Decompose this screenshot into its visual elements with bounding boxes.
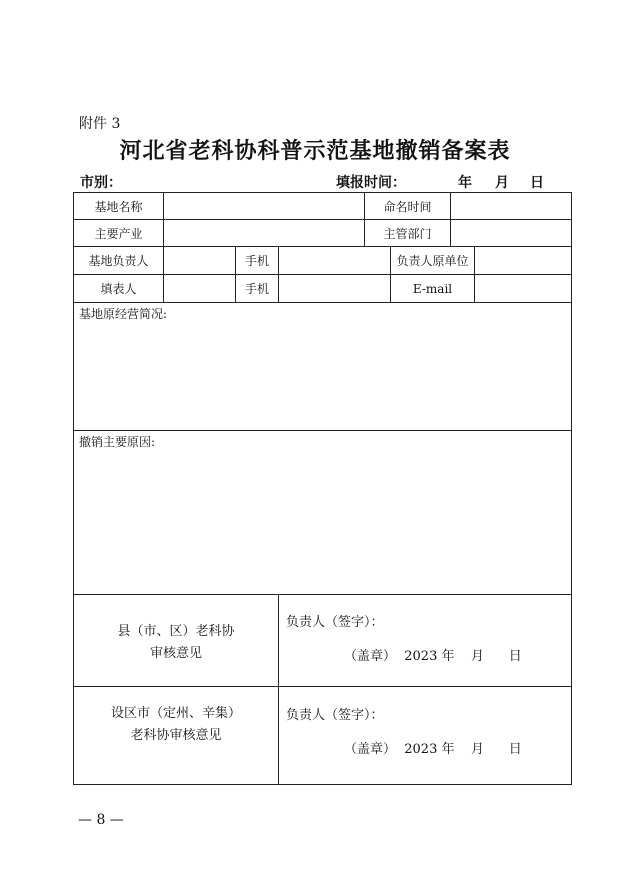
city-label: 市别： [80,175,122,191]
naming-time-field[interactable] [451,193,571,219]
main-industry-label: 主要产业 [94,226,143,241]
city-review-line1: 设区市（定州、辛集） [110,706,241,721]
form-title: 河北省老科协科普示范基地撤销备案表 [119,138,511,164]
row-divider [73,594,572,595]
county-seal-line: （盖章） 2023 年 月 日 [344,649,522,664]
city-review-title [74,703,278,747]
row-divider [73,686,572,687]
filler-phone-label: 手机 [244,282,269,296]
row-divider [73,302,572,303]
city-review-line2: 老科协审核意见 [130,728,222,743]
day-label: 日 [530,175,544,191]
filler-field[interactable] [164,275,235,302]
supervisor-dept-label: 主管部门 [383,226,432,241]
base-name-field[interactable] [164,193,364,219]
year-label: 年 [458,175,472,191]
main-industry-field[interactable] [164,220,364,246]
county-sign-label: 负责人（签字）： [286,615,384,630]
month-label: 月 [495,175,509,191]
email-field[interactable] [475,275,571,302]
filler-label: 填表人 [100,282,137,296]
page-number: — 8 — [78,812,124,828]
phone-field[interactable] [279,247,390,274]
county-review-line2: 审核意见 [149,646,202,661]
operation-summary-label: 基地原经营简况: [79,307,168,321]
filler-phone-field[interactable] [279,275,390,302]
city-sign-label: 负责人（签字）： [286,708,384,723]
supervisor-dept-field[interactable] [451,220,571,246]
row-divider [73,430,572,431]
county-review-title [74,621,278,665]
county-review-line1: 县（市、区）老科协 [117,624,235,639]
attachment-label: 附件 3 [79,116,121,132]
col-divider [278,594,279,785]
phone-label: 手机 [244,254,269,268]
base-leader-field[interactable] [164,247,235,274]
operation-summary-field[interactable] [74,322,571,429]
revocation-reason-label: 撤销主要原因: [79,435,156,449]
base-name-label: 基地名称 [94,199,143,214]
leader-original-unit-label: 负责人原单位 [396,254,469,268]
fill-date-label: 填报时间： [336,175,406,191]
leader-original-unit-field[interactable] [475,247,571,274]
city-seal-line: （盖章） 2023 年 月 日 [344,742,522,757]
email-label: E-mail [412,281,453,296]
revocation-reason-field[interactable] [74,450,571,593]
naming-time-label: 命名时间 [383,199,432,214]
base-leader-label: 基地负责人 [88,254,149,268]
